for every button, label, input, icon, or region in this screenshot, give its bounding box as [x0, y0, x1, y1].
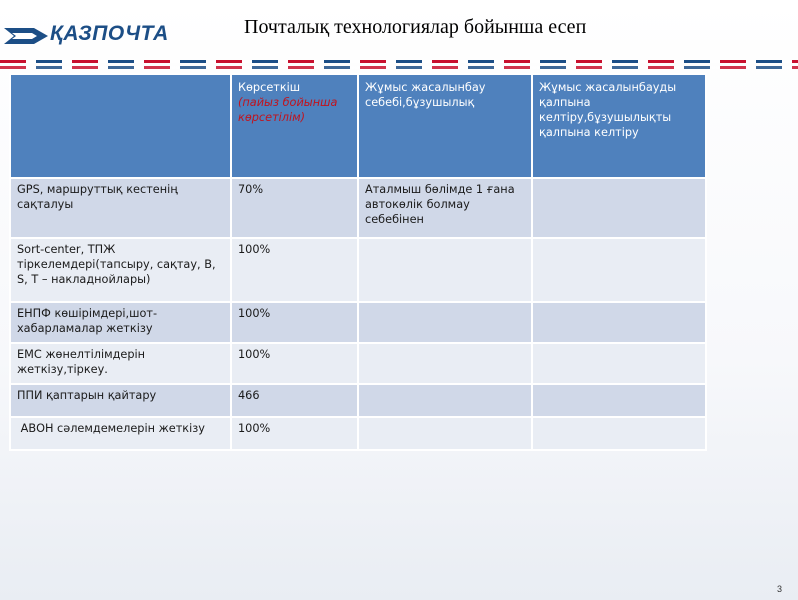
row-value: 100% — [231, 238, 358, 302]
header-cell-empty — [10, 74, 231, 178]
row-value: 100% — [231, 302, 358, 343]
logo-text: ҚАЗПОЧТА — [50, 22, 169, 45]
row-fix — [532, 384, 706, 417]
row-fix — [532, 238, 706, 302]
row-fix — [532, 417, 706, 450]
mail-stripe-divider — [0, 60, 798, 63]
row-name: EMC жөнелтілімдерін жеткізу,тіркеу. — [10, 343, 231, 384]
table-row — [10, 384, 706, 417]
kazpost-emblem-icon — [4, 24, 50, 48]
table-row — [10, 238, 706, 302]
report-table — [9, 73, 707, 451]
row-fix — [532, 343, 706, 384]
row-value: 100% — [231, 417, 358, 450]
page-number: 3 — [777, 584, 783, 594]
mail-stripe-divider-2 — [0, 66, 798, 69]
header-indicator-label: Көрсеткіш — [238, 81, 301, 94]
table-row — [10, 417, 706, 450]
page-title: Почталық технологиялар бойынша есеп — [244, 16, 587, 38]
row-name: ППИ қаптарын қайтару — [10, 384, 231, 417]
row-name: GPS, маршруттық кестенің сақталуы — [10, 178, 231, 238]
table-header-row — [10, 74, 706, 178]
row-reason — [358, 302, 532, 343]
table-row — [10, 302, 706, 343]
header-cell-fix: Жұмыс жасалынбауды қалпына келтіру,бұзушылықты қалпына келтіру — [532, 74, 706, 178]
row-reason — [358, 343, 532, 384]
header-cell-reason: Жұмыс жасалынбау себебі,бұзушылық — [358, 74, 532, 178]
row-reason: Аталмыш бөлімде 1 ғана автокөлік болмау себебінен — [358, 178, 532, 238]
row-fix — [532, 302, 706, 343]
table-row — [10, 178, 706, 238]
row-value: 100% — [231, 343, 358, 384]
row-reason — [358, 384, 532, 417]
row-value: 466 — [231, 384, 358, 417]
row-reason — [358, 238, 532, 302]
row-value: 70% — [231, 178, 358, 238]
row-name: ЕНПФ көшірімдері,шот-хабарламалар жеткізу — [10, 302, 231, 343]
row-reason — [358, 417, 532, 450]
header-indicator-sublabel: (пайыз бойынша көрсетілім) — [238, 96, 338, 124]
table-row — [10, 343, 706, 384]
row-name: AВОН сәлемдемелерін жеткізу — [10, 417, 231, 450]
row-name: Sort-center, ТПЖ тіркелемдері(тапсыру, сақтау, В, S, Т – накладнойлары) — [10, 238, 231, 302]
kazpost-logo — [4, 22, 186, 52]
row-fix — [532, 178, 706, 238]
header-cell-indicator — [231, 74, 358, 178]
